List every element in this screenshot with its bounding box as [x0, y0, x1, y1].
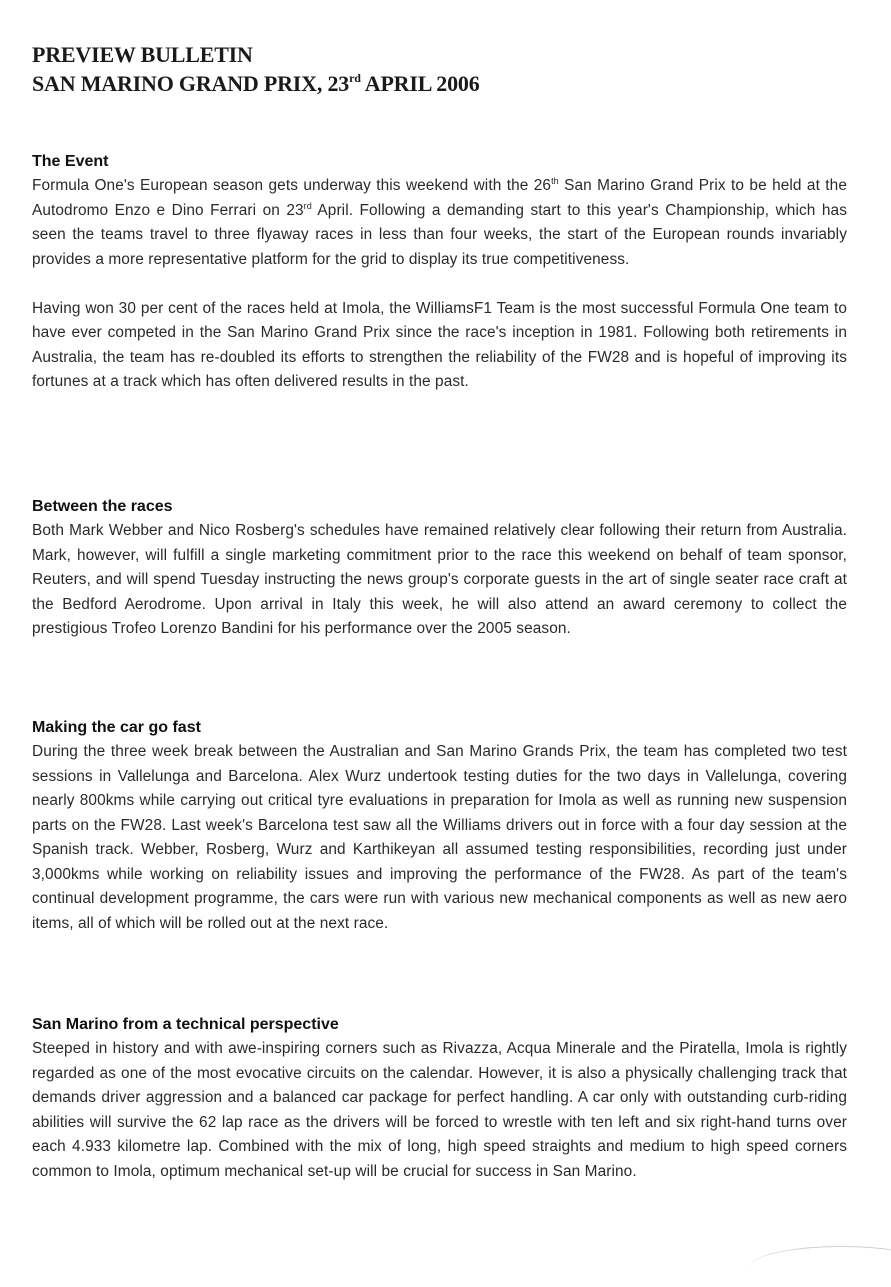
section-heading: San Marino from a technical perspective	[32, 1016, 339, 1033]
paragraph: Steeped in history and with awe-inspiring corners such as Rivazza, Acqua Minerale and the Piratella, Imola is rightly regarded as one of the most evocative circuits on the calendar. However, it is also a physically challenging track that demands driver aggression and a balanced car package for perfect handling. A car only with outstanding curb-riding abilities will survive the 62 lap race as the drivers will be forced to wrestle with ten left and six right-hand turns over each 4.933 kilometre lap. Combined with the mix of long, high speed straights and medium to high speed corners common to Imola, optimum mechanical set-up will be crucial for success in San Marino.	[32, 1040, 847, 1180]
paragraph	[32, 174, 847, 272]
document-title	[32, 40, 847, 98]
title-line-2-prefix: SAN MARINO GRAND PRIX, 23	[32, 71, 350, 96]
title-line-2	[32, 71, 480, 96]
document-page	[32, 40, 847, 1180]
paragraph-text: San Marino Grand Prix to be held at the Autodromo Enzo e Dino Ferrari on 23	[32, 177, 847, 219]
title-ordinal-suffix: rd	[349, 71, 361, 85]
paragraph: Having won 30 per cent of the races held at Imola, the WilliamsF1 Team is the most successful Formula One team to have ever competed in the San Marino Grand Prix since the race's inception in 1981. Following both retirements in Australia, the team has re-doubled its efforts to strengthen the reliability of the FW28 and is hopeful of improving its fortunes at a track which has often delivered results in the past.	[32, 299, 847, 390]
ordinal-suffix: th	[551, 176, 559, 186]
section-heading: Making the car go fast	[32, 719, 201, 736]
ordinal-suffix: rd	[303, 200, 312, 211]
page-curl-decoration	[751, 1246, 891, 1287]
section-making-the-car-go-fast	[32, 716, 847, 936]
title-line-2-suffix: APRIL 2006	[360, 71, 480, 96]
paragraph-text: Formula One's European season gets underway this weekend with the 26	[32, 177, 552, 194]
title-line-1: PREVIEW BULLETIN	[32, 42, 253, 67]
section-the-event	[32, 150, 847, 395]
paragraph: Both Mark Webber and Nico Rosberg's schedules have remained relatively clear following their return from Australia. Mark, however, will fulfill a single marketing commitment prior to the race this weekend on behalf of team sponsor, Reuters, and will spend Tuesday instructing the news group's corporate guests in the art of single seater race craft at the Bedford Aerodrome. Upon arrival in Italy this week, he will also attend an award ceremony to collect the prestigious Trofeo Lorenzo Bandini for his performance over the 2005 season.	[32, 522, 847, 637]
section-technical-perspective	[32, 1013, 847, 1184]
section-heading: The Event	[32, 153, 109, 170]
section-between-the-races	[32, 495, 847, 642]
paragraph: During the three week break between the Australian and San Marino Grands Prix, the team has completed two test sessions in Vallelunga and Barcelona. Alex Wurz undertook testing duties for the two days in Vallelunga, covering nearly 800kms while carrying out critical tyre evaluations in preparation for Imola as well as running new suspension parts on the FW28. Last week's Barcelona test saw all the Williams drivers out in force with a four day session at the Spanish track. Webber, Rosberg, Wurz and Karthikeyan all assumed testing responsibilities, recording just under 3,000kms while working on reliability issues and improving the performance of the FW28. As part of the team's continual development programme, the cars were run with various new mechanical components as well as new aero items, all of which will be rolled out at the next race.	[32, 743, 847, 932]
paragraph-text: April. Following a demanding start to this year's Championship, which has seen the teams travel to three flyaway races in less than four weeks, the start of the European rounds invariably provides a more representative platform for the grid to display its true competitiveness.	[32, 201, 847, 268]
section-heading: Between the races	[32, 498, 173, 515]
